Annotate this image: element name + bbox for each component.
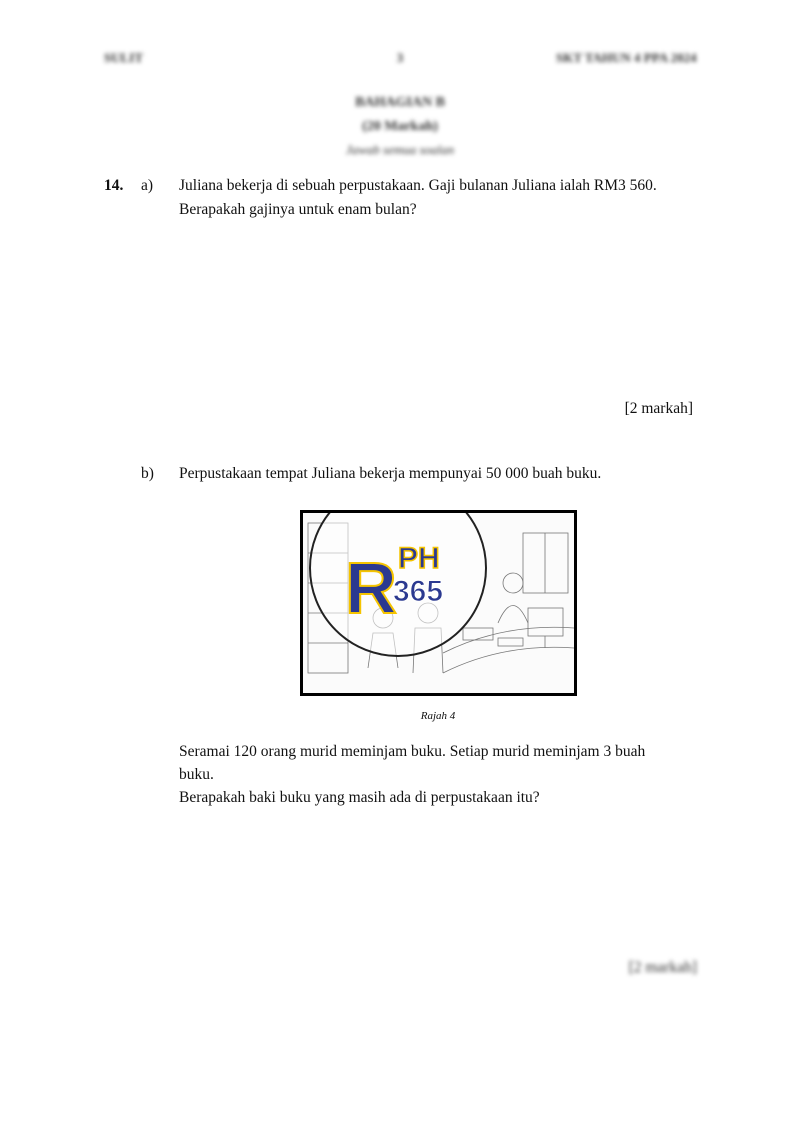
part-a-line2: Berapakah gajinya untuk enam bulan? bbox=[179, 201, 417, 218]
watermark-logo-r: R bbox=[345, 549, 397, 629]
part-b-intro: Perpustakaan tempat Juliana bekerja mempunyai 50 000 buah buku. bbox=[179, 465, 602, 482]
section-marks: (20 Markah) bbox=[362, 119, 438, 134]
header-right: SKT TAHUN 4 PPA 2024 bbox=[556, 50, 697, 65]
part-b-line2: buku. bbox=[179, 766, 214, 783]
watermark-logo-ph: PH bbox=[398, 542, 440, 575]
library-illustration bbox=[300, 510, 577, 696]
part-a-line1: Juliana bekerja di sebuah perpustakaan. Gaji bulanan Juliana ialah RM3 560. bbox=[179, 177, 657, 194]
section-instruction: Jawab semua soalan bbox=[345, 142, 455, 157]
part-b-line1: Seramai 120 orang murid meminjam buku. Setiap murid meminjam 3 buah bbox=[179, 743, 646, 760]
part-b-marks: [2 markah] bbox=[628, 959, 697, 976]
library-scene-drawing bbox=[303, 513, 574, 693]
part-a-marks: [2 markah] bbox=[624, 400, 693, 417]
part-a-label: a) bbox=[141, 177, 154, 194]
part-b-line3: Berapakah baki buku yang masih ada di perpustakaan itu? bbox=[179, 789, 540, 806]
header-left: SULIT bbox=[104, 50, 144, 65]
section-title: BAHAGIAN B bbox=[355, 95, 445, 110]
part-b-label: b) bbox=[141, 465, 154, 482]
watermark-logo-365: 365 bbox=[393, 575, 444, 608]
header-page-number: 3 bbox=[396, 50, 404, 65]
figure-caption: Rajah 4 bbox=[420, 710, 456, 722]
question-number: 14. bbox=[104, 177, 124, 194]
